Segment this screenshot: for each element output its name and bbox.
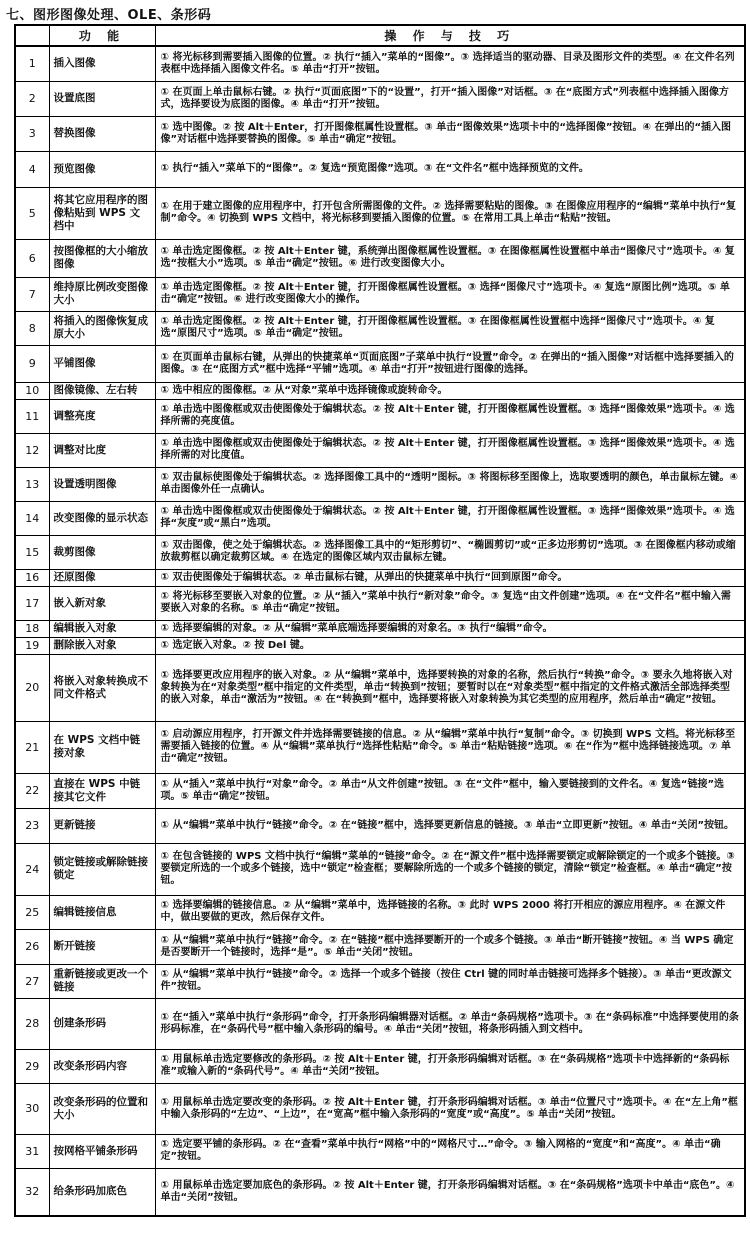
function-cell: 创建条形码: [49, 998, 155, 1049]
tips-cell: ① 单击选定图像框。② 按 Alt＋Enter 键，打开图像框属性设置框。③ 选择“图像尺寸”选项卡。④ 复选“原图比例”选项。⑤ 单击“确定”按钮。⑥ 进行改变图像大小的操作。: [155, 277, 745, 311]
row-number: 15: [15, 535, 49, 569]
tips-cell: ① 双击图像，使之处于编辑状态。② 选择图像工具中的“矩形剪切”、“椭圆剪切”或“正多边形剪切”选项。③ 在图像框内移动或缩放裁剪框以确定裁剪区域。④ 在选定的图像区域内双击鼠标左键。: [155, 535, 745, 569]
row-number: 30: [15, 1083, 49, 1134]
table-row: [15, 46, 745, 81]
row-number: 13: [15, 467, 49, 501]
table-row: [15, 535, 745, 569]
function-cell: 在 WPS 文档中链接对象: [49, 721, 155, 773]
row-number: 32: [15, 1168, 49, 1216]
row-number: 20: [15, 654, 49, 721]
tips-cell: ① 选定要平铺的条形码。② 在“查看”菜单中执行“网格”中的“网格尺寸…”命令。③ 输入网格的“宽度”和“高度”。④ 单击“确定”按钮。: [155, 1134, 745, 1168]
tips-cell: ① 启动源应用程序，打开源文件并选择需要链接的信息。② 从“编辑”菜单中执行“复制”命令。③ 切换到 WPS 文档。将光标移至需要插入链接的位置。④ 从“编辑”菜单执行“选择性粘贴”命令。⑤ 单击“粘贴链接”选项。⑥ 在“作为”框中选择链接选项。⑦ 单击“确定”按钮。: [155, 721, 745, 773]
number-column-header: [15, 25, 49, 46]
tips-cell: ① 将光标移至要嵌入对象的位置。② 从“插入”菜单中执行“新对象”命令。③ 复选“由文件创建”选项。④ 在“文件名”框中输入需要嵌入对象的名称。⑤ 单击“确定”按钮。: [155, 586, 745, 620]
table-row: [15, 501, 745, 535]
function-cell: 编辑链接信息: [49, 895, 155, 929]
table-row: [15, 1083, 745, 1134]
tips-cell: ① 在页面上单击鼠标右键。② 执行“页面底图”下的“设置”，打开“插入图像”对话框。③ 在“底图方式”列表框中选择插入图像方式，选择要设为底图的图像。④ 单击“打开”按钮。: [155, 81, 745, 116]
table-row: [15, 773, 745, 808]
table-row: [15, 1049, 745, 1083]
table-row: [15, 345, 745, 382]
function-cell: 改变条形码的位置和大小: [49, 1083, 155, 1134]
table-row: [15, 151, 745, 187]
function-cell: 还原图像: [49, 569, 155, 586]
table-row: [15, 895, 745, 929]
function-cell: 将嵌入对象转换成不同文件格式: [49, 654, 155, 721]
row-number: 25: [15, 895, 49, 929]
row-number: 17: [15, 586, 49, 620]
table-row: [15, 239, 745, 277]
table-row: [15, 467, 745, 501]
function-cell: 设置底图: [49, 81, 155, 116]
table-header-row: [15, 25, 745, 46]
function-cell: 改变条形码内容: [49, 1049, 155, 1083]
tips-cell: ① 选中图像。② 按 Alt＋Enter，打开图像框属性设置框。③ 单击“图像效果”选项卡中的“选择图像”按钮。④ 在弹出的“插入图像”对话框中选择要替换的图像。⑤ 单击“确定”按钮。: [155, 116, 745, 151]
row-number: 28: [15, 998, 49, 1049]
row-number: 12: [15, 433, 49, 467]
table-row: [15, 433, 745, 467]
tips-cell: ① 选中相应的图像框。② 从“对象”菜单中选择镜像或旋转命令。: [155, 382, 745, 399]
function-cell: 维持原比例改变图像大小: [49, 277, 155, 311]
row-number: 6: [15, 239, 49, 277]
table-row: [15, 569, 745, 586]
tips-cell: ① 将光标移到需要插入图像的位置。② 执行“插入”菜单的“图像”。③ 选择适当的驱动器、目录及图形文件的类型。④ 在文件名列表框中选择插入图像文件名。⑤ 单击“打开”按钮。: [155, 46, 745, 81]
row-number: 27: [15, 964, 49, 998]
table-row: [15, 637, 745, 654]
tips-cell: ① 选择要更改应用程序的嵌入对象。② 从“编辑”菜单中，选择要转换的对象的名称，然后执行“转换”命令。③ 要永久地将嵌入对象转换为在“对象类型”框中指定的文件类型，单击“转换到”按钮；要暂时以在“对象类型”框中指定的文件格式激活全部选择类型的嵌入对象，单击“激活为”按钮。④ 在“转换到”框中，选择要将嵌入对象转换为其它类型的应用程序，然后单击“确定”按钮。: [155, 654, 745, 721]
function-cell: 将其它应用程序的图像粘贴到 WPS 文档中: [49, 187, 155, 239]
function-cell: 设置透明图像: [49, 467, 155, 501]
tips-cell: ① 单击选定图像框。② 按 Alt＋Enter 键，打开图像框属性设置框。③ 在图像框属性设置框中选择“图像尺寸”选项卡。④ 复选“原图尺寸”选项。⑤ 单击“确定”按钮。: [155, 311, 745, 345]
tips-cell: ① 用鼠标单击选定要加底色的条形码。② 按 Alt＋Enter 键，打开条形码编辑对话框。③ 在“条码规格”选项卡中单击“底色”。④ 单击“关闭”按钮。: [155, 1168, 745, 1216]
row-number: 10: [15, 382, 49, 399]
function-cell: 裁剪图像: [49, 535, 155, 569]
tips-cell: ① 单击选中图像框或双击使图像处于编辑状态。② 按 Alt＋Enter 键，打开图像框属性设置框。③ 选择“图像效果”选项卡。④ 选择所需的亮度值。: [155, 399, 745, 433]
function-cell: 平铺图像: [49, 345, 155, 382]
row-number: 8: [15, 311, 49, 345]
tips-cell: ① 执行“插入”菜单下的“图像”。② 复选“预览图像”选项。③ 在“文件名”框中选择预览的文件。: [155, 151, 745, 187]
tips-cell: ① 选择要编辑的对象。② 从“编辑”菜单底端选择要编辑的对象名。③ 执行“编辑”命令。: [155, 620, 745, 637]
row-number: 11: [15, 399, 49, 433]
row-number: 21: [15, 721, 49, 773]
function-cell: 调整亮度: [49, 399, 155, 433]
row-number: 24: [15, 843, 49, 895]
table-row: [15, 1134, 745, 1168]
table-row: [15, 998, 745, 1049]
function-cell: 断开链接: [49, 929, 155, 964]
tips-cell: ① 单击选定图像框。② 按 Alt＋Enter 键，系统弹出图像框属性设置框。③ 在图像框属性设置框中单击“图像尺寸”选项卡。④ 复选“按框大小”选项。⑤ 单击“确定”按钮。⑥ 进行改变图像大小。: [155, 239, 745, 277]
function-cell: 嵌入新对象: [49, 586, 155, 620]
table-row: [15, 721, 745, 773]
function-cell: 给条形码加底色: [49, 1168, 155, 1216]
function-cell: 图像镜像、左右转: [49, 382, 155, 399]
row-number: 7: [15, 277, 49, 311]
table-row: [15, 81, 745, 116]
function-cell: 更新链接: [49, 808, 155, 843]
operations-table: [14, 24, 746, 1217]
row-number: 18: [15, 620, 49, 637]
tips-column-header: 操 作 与 技 巧: [155, 25, 745, 46]
function-cell: 删除嵌入对象: [49, 637, 155, 654]
function-cell: 编辑嵌入对象: [49, 620, 155, 637]
tips-cell: ① 在包含链接的 WPS 文档中执行“编辑”菜单的“链接”命令。② 在“源文件”框中选择需要锁定或解除锁定的一个或多个链接。③ 要锁定所选的一个或多个链接，选中“锁定”检查框；要解除所选的一个或多个链接的锁定，清除“锁定”检查框。④ 单击“确定”按钮。: [155, 843, 745, 895]
tips-cell: ① 用鼠标单击选定要改变的条形码。② 按 Alt＋Enter 键，打开条形码编辑对话框。③ 单击“位置尺寸”选项卡。④ 在“左上角”框中输入条形码的“左边”、“上边”，在“宽高”框中输入条形码的“宽度”或“高度”。⑤ 单击“关闭”按钮。: [155, 1083, 745, 1134]
function-cell: 重新链接或更改一个链接: [49, 964, 155, 998]
table-row: [15, 964, 745, 998]
function-cell: 调整对比度: [49, 433, 155, 467]
tips-cell: ① 选定嵌入对象。② 按 Del 键。: [155, 637, 745, 654]
function-cell: 按图像框的大小缩放图像: [49, 239, 155, 277]
table-row: [15, 1168, 745, 1216]
row-number: 29: [15, 1049, 49, 1083]
tips-cell: ① 单击选中图像框或双击使图像处于编辑状态。② 按 Alt＋Enter 键，打开图像框属性设置框。③ 选择“图像效果”选项卡。④ 选择所需的对比度值。: [155, 433, 745, 467]
table-row: [15, 382, 745, 399]
function-cell: 锁定链接或解除链接锁定: [49, 843, 155, 895]
row-number: 16: [15, 569, 49, 586]
tips-cell: ① 从“编辑”菜单中执行“链接”命令。② 选择一个或多个链接（按住 Ctrl 键的同时单击链接可选择多个链接）。③ 单击“更改源文件”按钮。: [155, 964, 745, 998]
table-row: [15, 187, 745, 239]
tips-cell: ① 从“编辑”菜单中执行“链接”命令。② 在“链接”框中选择要断开的一个或多个链接。③ 单击“断开链接”按钮。④ 当 WPS 确定是否要断开一个链接时，选择“是”。⑤ 单击“关闭”按钮。: [155, 929, 745, 964]
row-number: 2: [15, 81, 49, 116]
tips-cell: ① 双击鼠标使图像处于编辑状态。② 选择图像工具中的“透明”图标。③ 将图标移至图像上，选取要透明的颜色，单击鼠标左键。④ 单击图像外任一点确认。: [155, 467, 745, 501]
function-cell: 插入图像: [49, 46, 155, 81]
function-column-header: 功 能: [49, 25, 155, 46]
row-number: 22: [15, 773, 49, 808]
tips-cell: ① 从“插入”菜单中执行“对象”命令。② 单击“从文件创建”按钮。③ 在“文件”框中，输入要链接到的文件名。④ 复选“链接”选项。⑤ 单击“确定”按钮。: [155, 773, 745, 808]
section-title: 七、图形图像处理、OLE、条形码: [6, 8, 212, 23]
function-cell: 按网格平铺条形码: [49, 1134, 155, 1168]
row-number: 4: [15, 151, 49, 187]
tips-cell: ① 双击使图像处于编辑状态。② 单击鼠标右键，从弹出的快捷菜单中执行“回到原图”命令。: [155, 569, 745, 586]
tips-cell: ① 单击选中图像框或双击使图像处于编辑状态。② 按 Alt＋Enter 键，打开图像框属性设置框。③ 选择“图像效果”选项卡。④ 选择“灰度”或“黑白”选项。: [155, 501, 745, 535]
table-row: [15, 116, 745, 151]
tips-cell: ① 在页面单击鼠标右键，从弹出的快捷菜单“页面底图”子菜单中执行“设置”命令。② 在弹出的“插入图像”对话框中选择要插入的图像。③ 在“底图方式”框中选择“平铺”选项。④ 单击“打开”按钮进行图像的选择。: [155, 345, 745, 382]
tips-cell: ① 选择要编辑的链接信息。② 从“编辑”菜单中，选择链接的名称。③ 此时 WPS 2000 将打开相应的源应用程序。④ 在源文件中，做出要做的更改，然后保存文件。: [155, 895, 745, 929]
function-cell: 替换图像: [49, 116, 155, 151]
table-row: [15, 586, 745, 620]
table-row: [15, 399, 745, 433]
table-row: [15, 654, 745, 721]
function-cell: 将插入的图像恢复成原大小: [49, 311, 155, 345]
row-number: 1: [15, 46, 49, 81]
row-number: 31: [15, 1134, 49, 1168]
table-row: [15, 929, 745, 964]
row-number: 14: [15, 501, 49, 535]
tips-cell: ① 在“插入”菜单中执行“条形码”命令，打开条形码编辑器对话框。② 单击“条码规格”选项卡。③ 在“条码标准”中选择要使用的条形码标准，在“条码代号”框中输入条形码的编号。④ 单击“关闭”按钮，将条形码插入到文档中。: [155, 998, 745, 1049]
row-number: 19: [15, 637, 49, 654]
tips-cell: ① 从“编辑”菜单中执行“链接”命令。② 在“链接”框中，选择要更新信息的链接。③ 单击“立即更新”按钮。④ 单击“关闭”按钮。: [155, 808, 745, 843]
function-cell: 改变图像的显示状态: [49, 501, 155, 535]
row-number: 3: [15, 116, 49, 151]
table-row: [15, 620, 745, 637]
function-cell: 预览图像: [49, 151, 155, 187]
row-number: 9: [15, 345, 49, 382]
row-number: 5: [15, 187, 49, 239]
row-number: 23: [15, 808, 49, 843]
tips-cell: ① 用鼠标单击选定要修改的条形码。② 按 Alt＋Enter 键，打开条形码编辑对话框。③ 在“条码规格”选项卡中选择新的“条码标准”或输入新的“条码代号”。④ 单击“关闭”按钮。: [155, 1049, 745, 1083]
table-row: [15, 843, 745, 895]
function-cell: 直接在 WPS 中链接其它文件: [49, 773, 155, 808]
table-row: [15, 311, 745, 345]
table-row: [15, 808, 745, 843]
row-number: 26: [15, 929, 49, 964]
tips-cell: ① 在用于建立图像的应用程序中，打开包含所需图像的文件。② 选择需要粘贴的图像。③ 在图像应用程序的“编辑”菜单中执行“复制”命令。④ 切换到 WPS 文档中，将光标移到要插入图像的位置。⑤ 在常用工具上单击“粘贴”按钮。: [155, 187, 745, 239]
table-row: [15, 277, 745, 311]
